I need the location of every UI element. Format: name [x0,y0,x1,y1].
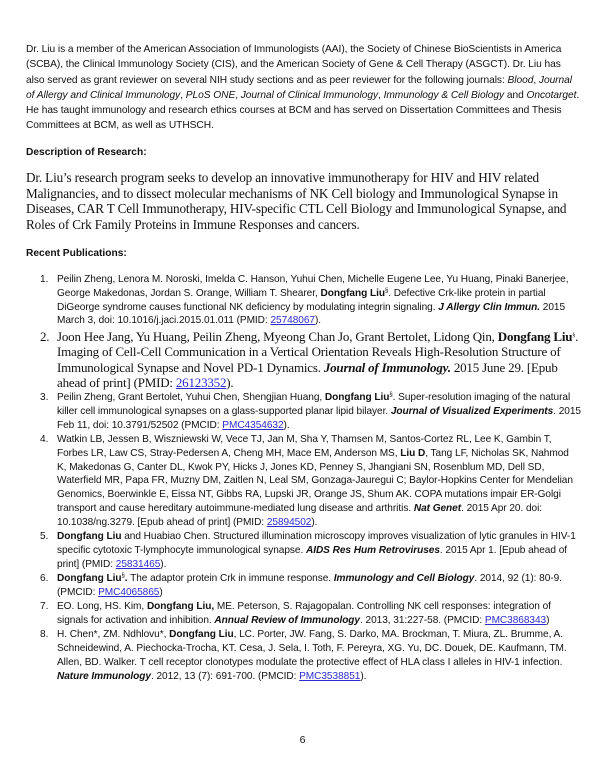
publication-list [26,273,581,683]
publication-item: 4. Watkin LB, Jessen B, Wiszniewski W, Vece TJ, Jan M, Sha Y, Thamsen M, Santos-Cortez RL, Lee K, Gambin T, Forbes LR, Law CS, Stray-Pedersen A, Cheng MH, Mace EM, Anderson MS, Liu D, Tang LF, Nicholas SK, Nahmod K, Makedonas G, Canter DL, Kwok PY, Hicks J, Jones KD, Penney S, Jhangiani SN, Rosenblum MD, Dell SD, Waterfield MR, Papa FR, Muzny DM, Zaitlen N, Leal SM, Gonzaga-Jauregui C; Baylor-Hopkins Center for Mendelian Genomics, Boerwinkle E, Eissa NT, Gibbs RA, Lupski JR, Orange JS, Shum AK. COPA mutations impair ER-Golgi transport and cause hereditary autoimmune-mediated lung disease and arthritis. Nat Genet. 2015 Apr 20. doi: 10.1038/ng.3279. [Epub ahead of print] (PMID: 25894502). [40,434,573,528]
author-highlight: Dongfang Liu [169,629,234,641]
publications-heading: Recent Publications: [26,247,127,259]
journal-name: Nat Genet [413,503,462,515]
journal-name: Blood [507,74,534,86]
journal-name: Annual Review of Immunology [214,614,360,626]
journal-name: Nature Immunology [57,670,151,682]
pmcid-link[interactable]: PMC4354632 [222,419,284,431]
bio-paragraph: Dr. Liu is a member of the American Association of Immunologists (AAI), the Society of Chinese BioScientists in America (SCBA), the Clinical Immunology Society (CIS), and the American Society of Gene & Cell Therapy (ASGCT). Dr. Liu has also served as grant reviewer on several NIH study sections and as peer reviewer for the following journals: Blood, Journal of Allergy and Clinical Immunology, PLoS ONE, Journal of Clinical Immunology, Immunology & Cell Biology and Oncotarget. He has taught immunology and research ethics courses at BCM and has served on Dissertation Committees and Thesis Committees at BCM, as well as UTHSCH. [26,44,580,132]
journal-name: Journal of Visualized Experiments [390,405,554,417]
research-heading: Description of Research: [26,146,147,158]
research-description: Dr. Liu’s research program seeks to develop an innovative immunotherapy for HIV and HIV related Malignancies, and to dissect molecular mechanisms of NK Cell biology and Immunological Synapse in Diseases, CAR T Cell Immunotherapy, HIV-specific CTL Cell Biology and Immunological Synapse, and Roles of Crk Family Proteins in Immune Responses and cancers. [26,169,567,233]
publication-item: 2. Joon Hee Jang, Yu Huang, Peilin Zheng, Myeong Chan Jo, Grant Bertolet, Lidong Qin, Dongfang Liu§. Imaging of Cell-Cell Communication in a Vertical Orientation Reveals High-Resolution Structure of Immunological Synapse and Novel PD-1 Dynamics. Journal of Immunology. 2015 June 29. [Epub ahead of print] (PMID: 26123352). [40,328,579,391]
document-page [26,42,581,684]
journal-name: Journal of Allergy and Clinical Immunology [26,74,572,101]
author-highlight: Liu D [400,447,426,459]
pmcid-link[interactable]: PMC3868343 [484,614,547,626]
journal-name: Immunology & Cell Biology [383,89,505,101]
publication-item: 6. Dongfang Liu§. The adaptor protein Crk in immune response. Immunology and Cell Biology. 2014, 92 (1): 80-9. (PMCID: PMC4065865) [40,573,562,598]
author-highlight: Dongfang Liu [57,573,122,585]
publication-item: 5. Dongfang Liu and Huabiao Chen. Structured illumination microscopy improves visualization of lytic granules in HIV-1 specific cytotoxic T-lymphocyte immunological synapse. AIDS Res Hum Retroviruses. 2015 Apr 1. [Epub ahead of print] (PMID: 25831465). [40,531,576,570]
journal-name: Oncotarget [526,89,577,101]
author-highlight: Dongfang Liu [324,392,390,404]
author-highlight: Dongfang Liu [320,287,385,299]
publication-item: 8. H. Chen*, ZM. Ndhlovu*, Dongfang Liu, LC. Porter, JW. Fang, S. Darko, MA. Brockman, T. Miura, ZL. Brumme, A. Schneidewind, A. Piechocka-Trocha, KT. Cesa, J. Sela, I. Toth, F. Pereyra, XG. Yu, DC. Douek, DE. Kaufmann, TM. Allen, BD. Walker. T cell receptor clonotypes modulate the protective effect of HLA class I alleles in HIV-1 infection. Nature Immunology. 2012, 13 (7): 691-700. (PMCID: PMC3538851). [40,629,567,682]
pmid-link[interactable]: 25894502 [266,516,312,528]
publication-item: 3. Peilin Zheng, Grant Bertolet, Yuhui Chen, Shengjian Huang, Dongfang Liu§. Super-resolution imaging of the natural killer cell immunological synapses on a glass-supported planar lipid bilayer. Journal of Visualized Experiments. 2015 Feb 11, doi: 10.3791/52502 (PMCID: PMC4354632). [40,392,581,431]
journal-name: AIDS Res Hum Retroviruses [305,544,440,556]
journal-name: J Allergy Clin Immun. [438,301,541,313]
pmcid-link[interactable]: PMC4065865 [98,586,160,598]
pmid-link[interactable]: 25831465 [115,558,161,570]
pmid-link[interactable]: 26123352 [175,375,227,391]
pmid-link[interactable]: 25748067 [270,315,315,327]
publication-item: 1. Peilin Zheng, Lenora M. Noroski, Imelda C. Hanson, Yuhui Chen, Michelle Eugene Lee, Yu Huang, Pinaki Banerjee, George Makedonas, Jordan S. Orange, William T. Shearer, Dongfang Liu§. Defective Crk-like protein in partial DiGeorge syndrome causes functional NK deficiency by modulating integrin signaling. J Allergy Clin Immun. 2015 March 3, doi: 10.1016/j.jaci.2015.01.011 (PMID: 25748067). [40,273,569,327]
publication-item: 7. EO. Long, HS. Kim, Dongfang Liu, ME. Peterson, S. Rajagopalan. Controlling NK cell responses: integration of signals for activation and inhibition. Annual Review of Immunology. 2013, 31:227-58. (PMCID: PMC3868343) [40,601,551,626]
journal-name: PLoS ONE [185,89,236,101]
journal-name: Journal of Immunology. [323,359,451,375]
journal-name: Journal of Clinical Immunology [240,89,378,101]
author-highlight: Dongfang Liu [57,531,122,543]
author-highlight: Dongfang Liu [497,328,573,344]
journal-name: Immunology and Cell Biology [333,573,475,585]
pmcid-link[interactable]: PMC3538851 [299,670,361,682]
page-number: 6 [299,734,306,746]
author-highlight: Dongfang Liu, [146,601,215,613]
